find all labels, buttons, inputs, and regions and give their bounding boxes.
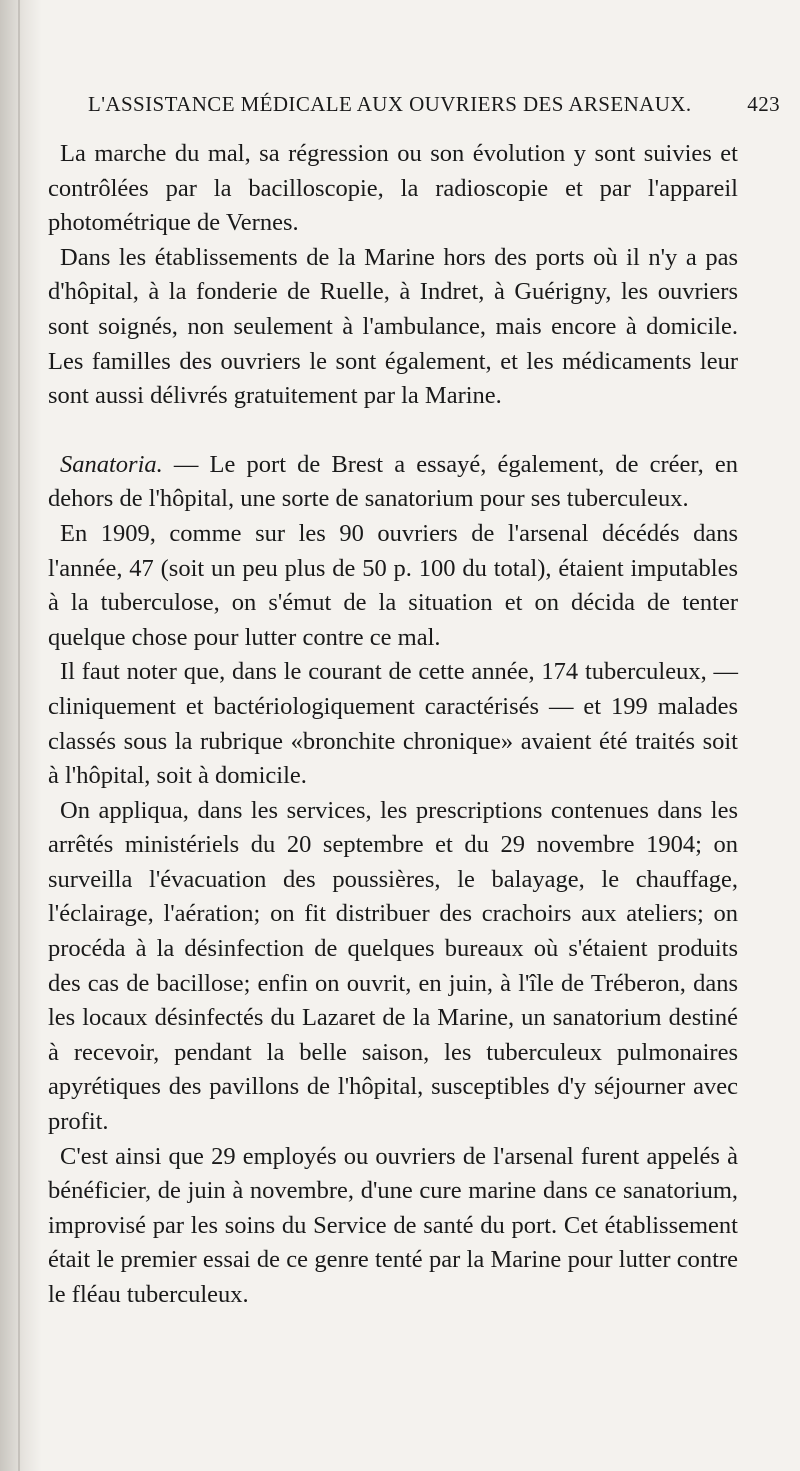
paragraph-text: On appliqua, dans les services, les prescriptions contenues dans les arrêtés ministériels du 20 septembre et du 29 novembre 1904; on surveilla l'évacuation des poussières, le balayage, le chauffage, l'éclairage, l'aération; on fit distribuer des crachoirs aux ateliers; on procéda à la désinfection de quelques bureaux où s'étaient produits des cas de bacillose; enfin on ouvrit, en juin, à l'île de Tréberon, dans les locaux désinfectés du Lazaret de la Marine, un sanatorium destiné à recevoir, pendant la belle saison, les tuberculeux pulmonaires apyrétiques des pavillons de l'hôpital, susceptibles d'y séjourner avec profit. bbox=[48, 796, 738, 1136]
paragraph bbox=[48, 241, 738, 414]
body-text bbox=[48, 137, 738, 1313]
paragraph-text: C'est ainsi que 29 employés ou ouvriers de l'arsenal furent appelés à bénéficier, de juin à novembre, d'une cure marine dans ce sanatorium, improvisé par les soins du Service de santé du port. Cet établissement était le premier essai de ce genre tenté par la Marine pour lutter contre le fléau tuberculeux. bbox=[48, 1142, 738, 1308]
running-title: L'ASSISTANCE MÉDICALE AUX OUVRIERS DES ARSENAUX. bbox=[88, 92, 692, 116]
page-binding-edge bbox=[0, 0, 42, 1471]
page-number: 423 bbox=[747, 92, 780, 116]
paragraph bbox=[48, 794, 738, 1140]
paragraph bbox=[48, 655, 738, 793]
paragraph-text: — Le port de Brest a essayé, également, de créer, en dehors de l'hôpital, une sorte de sanatorium pour ses tuberculeux. bbox=[48, 450, 738, 513]
paragraph-text: Il faut noter que, dans le courant de cette année, 174 tuberculeux, — cliniquement et bactériologiquement caractérisés — et 199 malades classés sous la rubrique «bronchite chronique» avaient été traités soit à l'hôpital, soit à domicile. bbox=[48, 658, 738, 790]
paragraph-text: En 1909, comme sur les 90 ouvriers de l'arsenal décédés dans l'année, 47 (soit un peu plus de 50 p. 100 du total), étaient imputables à la tuberculose, on s'émut de la situation et on décida de tenter quelque chose pour lutter contre ce mal. bbox=[48, 519, 738, 651]
running-header bbox=[88, 92, 780, 117]
paragraph bbox=[48, 1140, 738, 1313]
paragraph bbox=[48, 137, 738, 241]
paragraph-text: Dans les établissements de la Marine hors des ports où il n'y a pas d'hôpital, à la fonderie de Ruelle, à Indret, à Guérigny, les ouvriers sont soignés, non seulement à l'ambulance, mais encore à domicile. Les familles des ouvriers le sont également, et les médicaments leur sont aussi délivrés gratuitement par la Marine. bbox=[48, 243, 738, 410]
section-title: Sanatoria. bbox=[60, 450, 163, 478]
paragraph-sanatoria bbox=[48, 448, 738, 517]
paragraph bbox=[48, 517, 738, 655]
paragraph-text: La marche du mal, sa régression ou son évolution y sont suivies et contrôlées par la bacilloscopie, la radioscopie et par l'appareil photométrique de Vernes. bbox=[48, 140, 738, 237]
